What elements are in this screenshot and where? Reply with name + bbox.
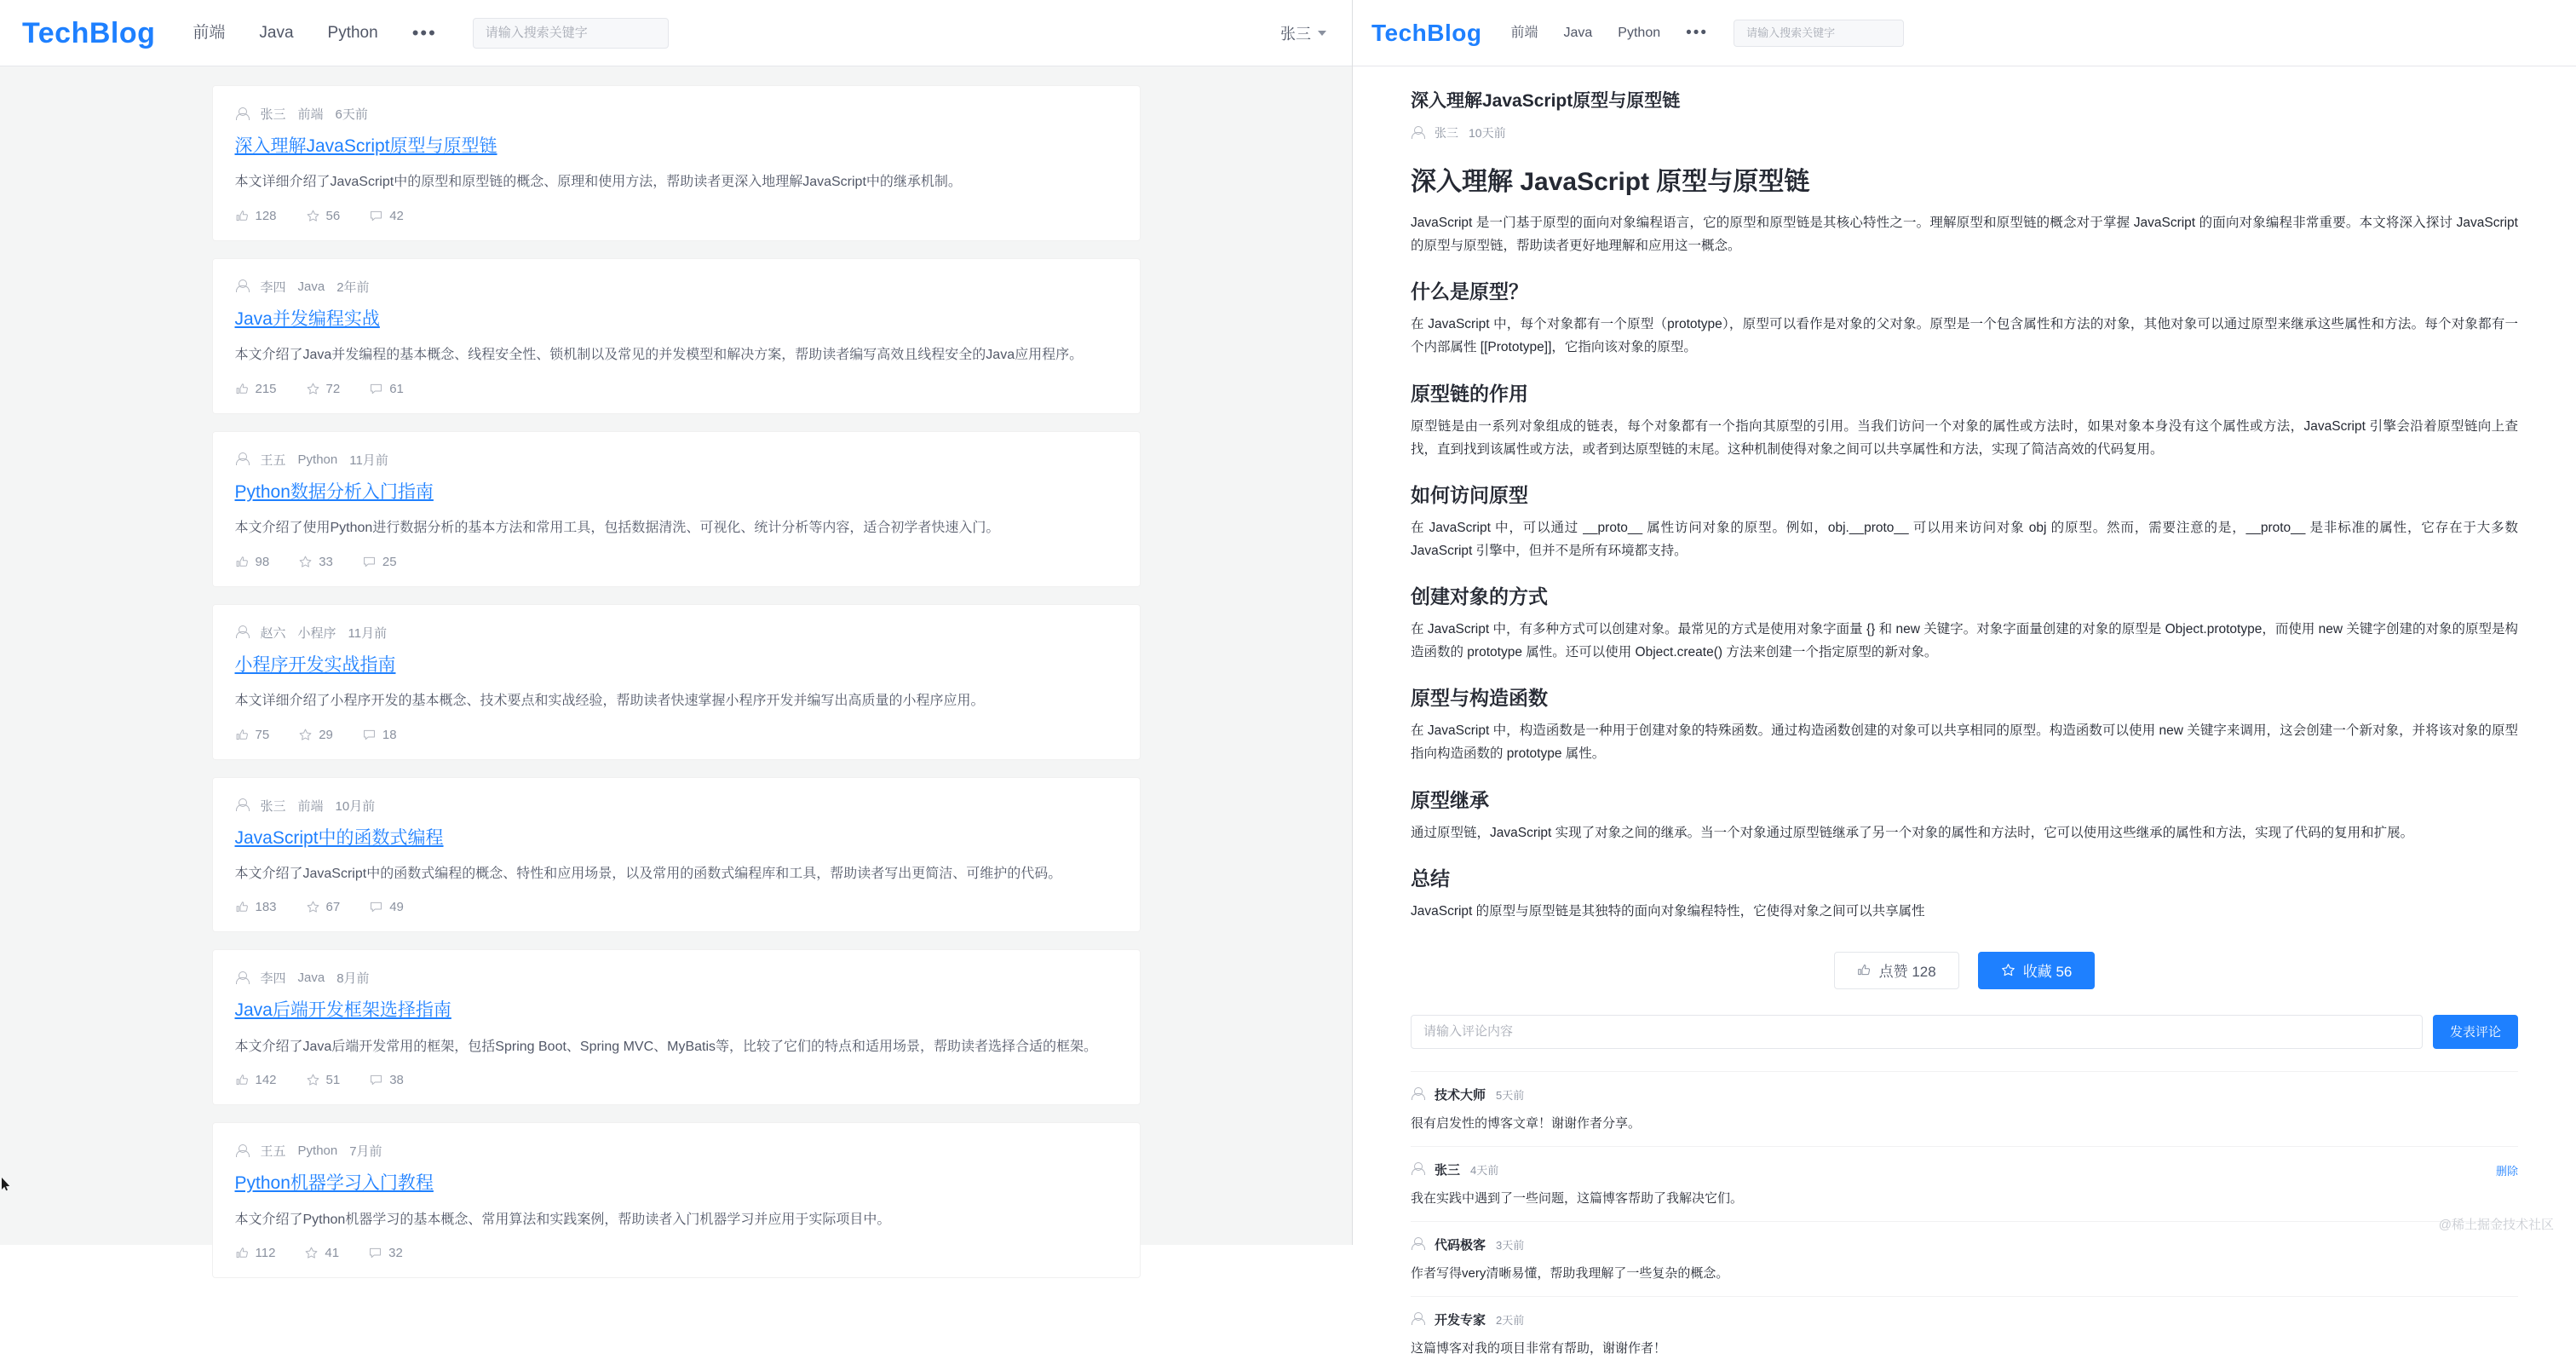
comment-count[interactable]: [368, 1246, 403, 1260]
like-count-value: 112: [255, 1246, 276, 1261]
detail-title: 深入理解 JavaScript 原型与原型链: [1411, 168, 1810, 196]
like-count[interactable]: [235, 728, 270, 742]
article-meta: [235, 624, 1118, 642]
like-count[interactable]: [235, 1073, 277, 1087]
like-count[interactable]: [235, 900, 277, 914]
nav-more-icon[interactable]: •••: [411, 21, 437, 43]
comment-count[interactable]: [369, 382, 404, 396]
comment-count-value: 49: [389, 900, 404, 915]
article-card[interactable]: [212, 949, 1141, 1105]
like-count-value: 75: [255, 727, 270, 742]
thumbs-up-icon: [235, 1246, 250, 1260]
comment-header: [1411, 1311, 2518, 1328]
article-author: 王五: [260, 452, 286, 468]
comment-body: 作者写得very清晰易懂，帮助我理解了一些复杂的概念。: [1411, 1265, 1729, 1281]
thumbs-up-icon: [235, 900, 250, 914]
brand-logo-right[interactable]: TechBlog: [1371, 19, 1482, 46]
favorite-count[interactable]: [306, 209, 341, 223]
favorite-count-value: 56: [325, 208, 341, 223]
search-input[interactable]: [484, 25, 658, 41]
like-count[interactable]: [235, 555, 270, 569]
avatar-icon: [1411, 1312, 1424, 1326]
article-title-link[interactable]: Python机器学习入门教程: [234, 1173, 434, 1194]
article-author: 赵六: [260, 625, 286, 641]
article-card[interactable]: [212, 604, 1141, 760]
article-detail: [1353, 66, 2576, 1371]
article-author: 张三: [260, 798, 286, 814]
nav-more-icon-right[interactable]: •••: [1686, 24, 1709, 42]
favorite-count[interactable]: [306, 900, 341, 914]
comment-count-value: 18: [382, 727, 397, 742]
article-description: 本文详细介绍了小程序开发的基本概念、技术要点和实战经验，帮助读者快速掌握小程序开发并编写出高质量的小程序应用。: [234, 693, 985, 708]
submit-comment-button[interactable]: 发表评论: [2433, 1015, 2518, 1049]
article-time: 11月前: [349, 452, 388, 468]
thumbs-up-icon: [235, 1073, 250, 1087]
article-title-link[interactable]: Java后端开发框架选择指南: [234, 1000, 451, 1021]
star-icon: [306, 382, 320, 396]
article-meta: [235, 797, 1118, 815]
comment-author: 开发专家: [1435, 1312, 1486, 1328]
comment-count-value: 32: [388, 1246, 403, 1261]
article-category: Python: [297, 452, 338, 467]
user-menu[interactable]: [1280, 22, 1326, 44]
favorite-count-value: 41: [325, 1246, 340, 1261]
user-name: 张三: [1280, 25, 1311, 43]
comment-count[interactable]: [369, 1073, 404, 1087]
thumbs-up-icon: [235, 555, 250, 569]
nav-item-python[interactable]: Python: [327, 24, 378, 42]
left-pane-article-list: [0, 0, 1353, 1261]
article-meta: [235, 969, 1118, 987]
article-card[interactable]: [212, 258, 1141, 414]
comment-body: 很有启发性的博客文章！谢谢作者分享。: [1411, 1115, 1642, 1131]
comment-count[interactable]: [369, 900, 404, 914]
avatar-icon: [1411, 1237, 1424, 1251]
comment-count[interactable]: [362, 728, 397, 742]
comment-header: [1411, 1086, 2518, 1103]
section-heading: 总结: [1411, 867, 1450, 890]
comment-icon: [369, 1073, 383, 1087]
favorite-count[interactable]: [306, 382, 341, 396]
delete-comment-button[interactable]: 删除: [2495, 1164, 2518, 1178]
comment-author: 技术大师: [1435, 1087, 1486, 1103]
article-stats: [235, 382, 1118, 396]
comment-box: [1411, 1015, 2518, 1049]
like-count-value: 98: [255, 554, 270, 569]
action-row: [1411, 952, 2518, 989]
avatar-icon: [1411, 1087, 1424, 1101]
favorite-count-value: 29: [319, 727, 333, 742]
mouse-cursor: [2, 1178, 10, 1191]
section-paragraph: 原型链是由一系列对象组成的链表，每个对象都有一个指向其原型的引用。当我们访问一个对象的属性或方法时，如果对象本身没有这个属性或方法，JavaScript 引擎会沿着原型链向上查找，直到找到该属性或方法，或者到达原型链的末尾。这种机制使得对象之间可以共享属性和方法，实现了简洁高效的代码复用。: [1411, 418, 2518, 457]
favorite-count[interactable]: [298, 728, 333, 742]
comment-body: 这篇博客对我的项目非常有帮助，谢谢作者！: [1411, 1340, 1667, 1356]
avatar-icon: [235, 1144, 249, 1158]
article-meta: [235, 105, 1118, 123]
comment-header: [1411, 1236, 2518, 1253]
avatar-icon: [235, 279, 249, 293]
comment-count[interactable]: [362, 555, 397, 569]
article-description: 本文介绍了Python机器学习的基本概念、常用算法和实践案例，帮助读者入门机器学习并应用于实际项目中。: [234, 1212, 891, 1227]
favorite-count[interactable]: [306, 1073, 341, 1087]
article-author: 张三: [260, 107, 286, 122]
comment-icon: [369, 900, 383, 914]
comment-body: 我在实践中遇到了一些问题，这篇博客帮助了我解决它们。: [1411, 1190, 1744, 1206]
article-list-wrap: [0, 66, 1352, 1295]
comment-author: 代码极客: [1435, 1237, 1486, 1253]
comment-count-value: 61: [389, 381, 404, 396]
article-category: 前端: [297, 107, 324, 122]
article-card[interactable]: [212, 1122, 1141, 1278]
article-title-link[interactable]: JavaScript中的函数式编程: [234, 827, 444, 848]
star-icon: [2001, 963, 2015, 977]
article-meta: [235, 1142, 1118, 1160]
article-category: Python: [297, 1143, 338, 1159]
article-stats: [235, 1246, 1118, 1260]
nav-item-python-right[interactable]: Python: [1618, 25, 1661, 40]
comment-time: 2天前: [1496, 1313, 1525, 1327]
search-box-right[interactable]: [1734, 20, 1904, 47]
comment-icon: [369, 209, 383, 223]
avatar-icon: [235, 625, 249, 639]
star-icon: [306, 1073, 320, 1087]
article-time: 10月前: [335, 798, 376, 814]
avatar-icon: [235, 971, 249, 985]
article-title-link[interactable]: 小程序开发实战指南: [234, 654, 396, 675]
comment-icon: [368, 1246, 382, 1260]
section-heading: 创建对象的方式: [1411, 585, 1548, 608]
section-heading: 原型与构造函数: [1411, 687, 1548, 710]
article-card[interactable]: [212, 777, 1141, 933]
article-time: 8月前: [336, 971, 370, 987]
comment-icon: [369, 382, 383, 396]
detail-intro: JavaScript 是一门基于原型的面向对象编程语言，它的原型和原型链是其核心特性之一。理解原型和原型链的概念对于掌握 JavaScript 的面向对象编程非常重要。本文将深入探讨 JavaScript 的原型与原型链，帮助读者更好地理解和应用这一概念。: [1411, 216, 2518, 254]
article-time: 11月前: [348, 625, 388, 641]
article-stats: [235, 555, 1118, 569]
thumbs-up-icon: [1857, 963, 1872, 977]
comment-count[interactable]: [369, 209, 404, 223]
star-icon: [306, 209, 320, 223]
favorite-count-value: 51: [325, 1073, 341, 1088]
nav-item-java[interactable]: Java: [259, 24, 294, 42]
favorite-count-value: 72: [325, 381, 341, 396]
thumbs-up-icon: [235, 382, 250, 396]
chevron-down-icon: [1318, 31, 1326, 36]
favorite-count[interactable]: [298, 555, 333, 569]
like-count-value: 142: [255, 1073, 277, 1088]
article-description: 本文详细介绍了JavaScript中的原型和原型链的概念、原理和使用方法，帮助读者更深入地理解JavaScript中的继承机制。: [234, 175, 962, 190]
comment-item: [1411, 1296, 2518, 1371]
article-author: 李四: [260, 279, 286, 295]
left-navbar: [0, 0, 1352, 66]
article-stats: [235, 1073, 1118, 1087]
like-button[interactable]: [1834, 952, 1959, 989]
like-count[interactable]: [235, 209, 277, 223]
article-author: 王五: [260, 1144, 286, 1160]
comment-count-value: 42: [389, 208, 404, 223]
like-count-value: 215: [255, 381, 277, 396]
search-box[interactable]: [473, 18, 669, 49]
star-icon: [306, 900, 320, 914]
article-description: 本文介绍了使用Python进行数据分析的基本方法和常用工具，包括数据清洗、可视化、统计分析等内容，适合初学者快速入门。: [234, 521, 1000, 536]
comment-time: 5天前: [1496, 1088, 1525, 1102]
avatar-icon: [1411, 1162, 1424, 1176]
article-description: 本文介绍了JavaScript中的函数式编程的概念、特性和应用场景，以及常用的函数式编程库和工具，帮助读者写出更简洁、可维护的代码。: [234, 866, 1062, 881]
comment-item: [1411, 1146, 2518, 1221]
search-input-right[interactable]: [1745, 26, 1893, 40]
detail-subtitle: 深入理解JavaScript原型与原型链: [1411, 91, 1681, 111]
brand-logo[interactable]: TechBlog: [22, 16, 156, 49]
thumbs-up-icon: [235, 728, 250, 742]
article-time: 6天前: [335, 107, 368, 122]
star-icon: [298, 555, 313, 569]
thumbs-up-icon: [235, 209, 250, 223]
detail-sections: [1411, 276, 2518, 923]
like-count-value: 128: [255, 208, 277, 223]
favorite-label: 收藏 56: [2022, 964, 2073, 981]
comment-list: [1411, 1071, 2518, 1371]
like-count[interactable]: [235, 1246, 276, 1260]
nav-item-frontend[interactable]: 前端: [193, 24, 226, 42]
right-pane-article-detail: [1353, 0, 2576, 1356]
section-paragraph: 在 JavaScript 中，构造函数是一种用于创建对象的特殊函数。通过构造函数创建的对象可以共享相同的原型。构造函数可以使用 new 关键字来调用，这会创建一个新对象，并将该对象的原型指向构造函数的 prototype 属性。: [1411, 723, 2518, 762]
favorite-count-value: 33: [319, 554, 333, 569]
section-heading: 如何访问原型: [1411, 483, 1528, 506]
article-card[interactable]: [212, 85, 1141, 241]
comment-time: 4天前: [1470, 1163, 1499, 1177]
comment-header: [1411, 1161, 2518, 1178]
comment-item: [1411, 1221, 2518, 1296]
article-title-link[interactable]: 深入理解JavaScript原型与原型链: [234, 136, 497, 156]
comment-input[interactable]: [1411, 1015, 2423, 1049]
right-navbar: [1353, 0, 2576, 66]
article-time: 7月前: [349, 1144, 382, 1160]
comment-count-value: 25: [382, 554, 397, 569]
like-label: 点赞 128: [1878, 964, 1936, 981]
detail-meta: [1411, 124, 2518, 141]
article-card[interactable]: [212, 431, 1141, 587]
section-paragraph: 在 JavaScript 中，有多种方式可以创建对象。最常见的方式是使用对象字面量 {} 和 new 关键字。对象字面量创建的对象的原型是 Object.prototype，而使用 new 关键字创建的对象的原型是构造函数的 prototype 属性。还可以使用 Object.create() 方法来创建一个指定原型的新对象。: [1411, 622, 2518, 660]
article-meta: [235, 451, 1118, 469]
article-stats: [235, 209, 1118, 223]
nav-items: [193, 21, 437, 43]
watermark: @稀土掘金技术社区: [2438, 1218, 2554, 1232]
nav-item-frontend-right[interactable]: 前端: [1510, 25, 1538, 40]
article-title-link[interactable]: Python数据分析入门指南: [234, 481, 434, 502]
like-count[interactable]: [235, 382, 277, 396]
article-list: [212, 85, 1141, 1295]
article-description: 本文介绍了Java并发编程的基本概念、线程安全性、锁机制以及常见的并发模型和解决方案，帮助读者编写高效且线程安全的Java应用程序。: [234, 348, 1084, 363]
section-paragraph: 在 JavaScript 中，可以通过 __proto__ 属性访问对象的原型。例如，obj.__proto__ 可以用来访问对象 obj 的原型。然而，需要注意的是，__proto__ 是非标准的属性，它存在于大多数 JavaScript 引擎中，但并不是所有环境都支持。: [1411, 520, 2518, 558]
section-paragraph: JavaScript 的原型与原型链是其独特的面向对象编程特性，它使得对象之间可以共享属性: [1411, 903, 1925, 919]
comment-icon: [362, 728, 377, 742]
avatar-icon: [1411, 126, 1424, 140]
article-meta: [235, 278, 1118, 296]
favorite-button[interactable]: [1978, 952, 2096, 989]
favorite-count-value: 67: [325, 900, 341, 915]
article-description: 本文介绍了Java后端开发常用的框架，包括Spring Boot、Spring MVC、MyBatis等，比较了它们的特点和适用场景，帮助读者选择合适的框架。: [234, 1039, 1098, 1054]
comment-count-value: 38: [389, 1073, 404, 1088]
avatar-icon: [235, 452, 249, 466]
avatar-icon: [235, 107, 249, 121]
article-category: 前端: [297, 798, 324, 814]
avatar-icon: [235, 798, 249, 812]
article-stats: [235, 900, 1118, 914]
detail-time: 10天前: [1469, 126, 1506, 140]
comment-icon: [362, 555, 377, 569]
section-heading: 原型继承: [1411, 788, 1489, 811]
nav-items-right: [1510, 25, 1708, 41]
section-heading: 什么是原型？: [1411, 280, 1528, 303]
comment-time: 3天前: [1496, 1238, 1525, 1252]
comment-item: [1411, 1071, 2518, 1146]
comment-author: 张三: [1435, 1162, 1461, 1178]
star-icon: [298, 728, 313, 742]
section-heading: 原型链的作用: [1411, 382, 1528, 405]
article-category: 小程序: [297, 625, 336, 641]
like-count-value: 183: [255, 900, 277, 915]
section-paragraph: 在 JavaScript 中，每个对象都有一个原型（prototype），原型可以看作是对象的父对象。原型是一个包含属性和方法的对象，其他对象可以通过原型来继承这些属性和方法。每个对象都有一个内部属性 [[Prototype]]，它指向该对象的原型。: [1411, 317, 2518, 355]
article-stats: [235, 728, 1118, 742]
article-category: Java: [297, 279, 325, 294]
article-author: 李四: [260, 971, 286, 987]
star-icon: [304, 1246, 319, 1260]
detail-author: 张三: [1435, 126, 1458, 140]
article-time: 2年前: [336, 279, 370, 295]
section-paragraph: 通过原型链，JavaScript 实现了对象之间的继承。当一个对象通过原型链继承了另一个对象的属性和方法时，它可以使用这些继承的属性和方法，实现了代码的复用和扩展。: [1411, 825, 2414, 840]
favorite-count[interactable]: [304, 1246, 339, 1260]
nav-item-java-right[interactable]: Java: [1563, 25, 1593, 40]
article-category: Java: [297, 971, 325, 986]
article-title-link[interactable]: Java并发编程实战: [234, 308, 380, 329]
